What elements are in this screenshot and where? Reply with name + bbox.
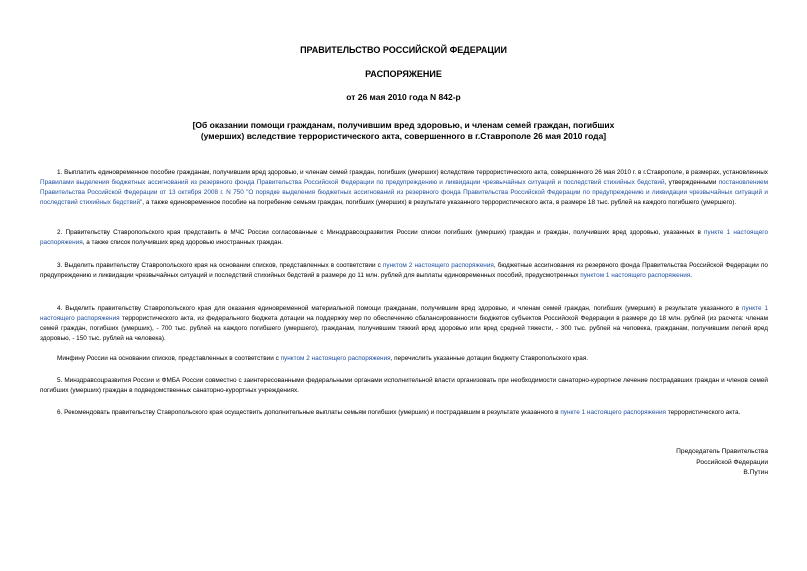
document-kind: РАСПОРЯЖЕНИЕ bbox=[365, 69, 442, 79]
document-title-line: [Об оказании помощи гражданам, получившим вред здоровью, и членам семей граждан, погибших bbox=[192, 120, 615, 130]
paragraph-text: террористического акта. bbox=[665, 409, 741, 416]
document-title-line: (умерших) вследствие террористического акта, совершенного в г.Ставрополе 26 мая 2010 года] bbox=[200, 131, 607, 141]
paragraph-text: 6. Рекомендовать правительству Ставропольского края осуществить дополнительные выплаты семьям погибших (умерших) и пострадавшим в результате указанного в bbox=[57, 409, 561, 416]
document-title bbox=[0, 120, 807, 142]
paragraph-text: , а также список получивших вред здоровью иностранных граждан. bbox=[82, 239, 283, 246]
paragraph-minfin bbox=[40, 354, 768, 364]
clause-2-link[interactable]: пунктом 2 настоящего распоряжения bbox=[280, 355, 391, 362]
paragraph-1 bbox=[40, 168, 768, 208]
government-heading: ПРАВИТЕЛЬСТВО РОССИЙСКОЙ ФЕДЕРАЦИИ bbox=[300, 45, 507, 55]
paragraph-text: , утвержденными bbox=[664, 179, 719, 186]
signature-name: В.Путин bbox=[743, 469, 768, 476]
signature-position: Председатель Правительства bbox=[676, 448, 768, 455]
paragraph-text: , а также единовременное пособие на погребение семьям граждан, погибших (умерших) в результате указанного террористического акта, в размере 18 тыс. рублей на каждого погибшего (умершего). bbox=[142, 199, 737, 206]
paragraph-3 bbox=[40, 261, 768, 281]
paragraph-text: 2. Правительству Ставропольского края представить в МЧС России согласованные с Минздравсоцразвития России списки погибших (умерших) граждан и граждан, получивших вред здоровью, указанных в bbox=[57, 229, 705, 236]
paragraph-5 bbox=[40, 376, 768, 396]
clause-2-link[interactable]: пунктом 2 настоящего распоряжения bbox=[382, 262, 494, 269]
clause-1-link[interactable]: пункте 1 настоящего распоряжения bbox=[560, 409, 666, 416]
signature-organization: Российской Федерации bbox=[696, 458, 768, 466]
paragraph-text: . bbox=[690, 272, 693, 279]
paragraph-text: , бюджетные ассигнования из резервного фонда Правительства Российской Федерации по предупреждению и ликвидации чрезвычайных ситуаций и последствий стихийных бедствий в размере до 11 млн. рублей для выплаты единовременных пособий, предусмотренных bbox=[40, 262, 768, 279]
paragraph-text: 5. Минздравсоцразвития России и ФМБА России совместно с заинтересованными федеральными органами исполнительной власти организовать при необходимости санаторно-курортное лечение пострадавших граждан и членов семей погибших (умерших) граждан в подведомственных санаторно-курортных учреждениях. bbox=[40, 377, 768, 394]
paragraph-6 bbox=[40, 408, 768, 418]
paragraph-4 bbox=[40, 304, 768, 344]
clause-1-link[interactable]: пункте 1 настоящего распоряжения bbox=[40, 305, 769, 322]
rules-link[interactable]: Правилами выделения бюджетных ассигнований из резервного фонда Правительства Российской Федерации по предупреждению и ликвидации чрезвычайных ситуаций и последствий стихийных бедствий bbox=[40, 179, 665, 186]
paragraph-text: 4. Выделить правительству Ставропольского края для оказания единовременной материальной помощи гражданам, получившим вред здоровью, и членам семей граждан, погибших (умерших) в результате указанного в bbox=[57, 305, 743, 312]
clause-1-link[interactable]: пункте 1 настоящего распоряжения bbox=[40, 229, 769, 246]
paragraph-text: 3. Выделить правительству Ставропольского края на основании списков, представленных в соответствии с bbox=[57, 262, 383, 269]
paragraph-text: , перечислить указанные дотации бюджету Ставропольского края. bbox=[390, 355, 589, 362]
paragraph-text: Минфину России на основании списков, представленных в соответствии с bbox=[57, 355, 281, 362]
document-date-number: от 26 мая 2010 года N 842-р bbox=[346, 92, 461, 102]
resolution-link[interactable]: постановлением Правительства Российской Федерации от 13 октября 2008 г. N 750 "О порядке выделения бюджетных ассигнований из резервного фонда Правительства Российской Федерации по предупреждению и ликвидации чрезвычайных ситуаций и последствий стихийных бедствий" bbox=[40, 179, 768, 206]
signature-block bbox=[560, 447, 768, 479]
paragraph-text: 1. Выплатить единовременное пособие гражданам, получившим вред здоровью, и членам семей граждан, погибших (умерших) вследствие террористического акта, совершенного 26 мая 2010 г. в г.Ставрополе, в размерах, установленных bbox=[57, 169, 768, 176]
paragraph-2 bbox=[40, 228, 768, 248]
paragraph-text: террористического акта, из федерального бюджета дотации на поддержку мер по обеспечению сбалансированности бюджетов субъектов Российской Федерации в размере до 18 млн. рублей (из расчета: членам семей граждан, погибших (умерших), - 700 тыс. рублей на каждого погибшего (умершего), гражданам, получившим тяжкий вред здоровью или вред средней тяжести, - 300 тыс. рублей на человека, гражданам, получившим легкий вред здоровью, - 150 тыс. рублей на человека). bbox=[40, 315, 768, 342]
clause-1-link[interactable]: пунктом 1 настоящего распоряжения bbox=[580, 272, 691, 279]
